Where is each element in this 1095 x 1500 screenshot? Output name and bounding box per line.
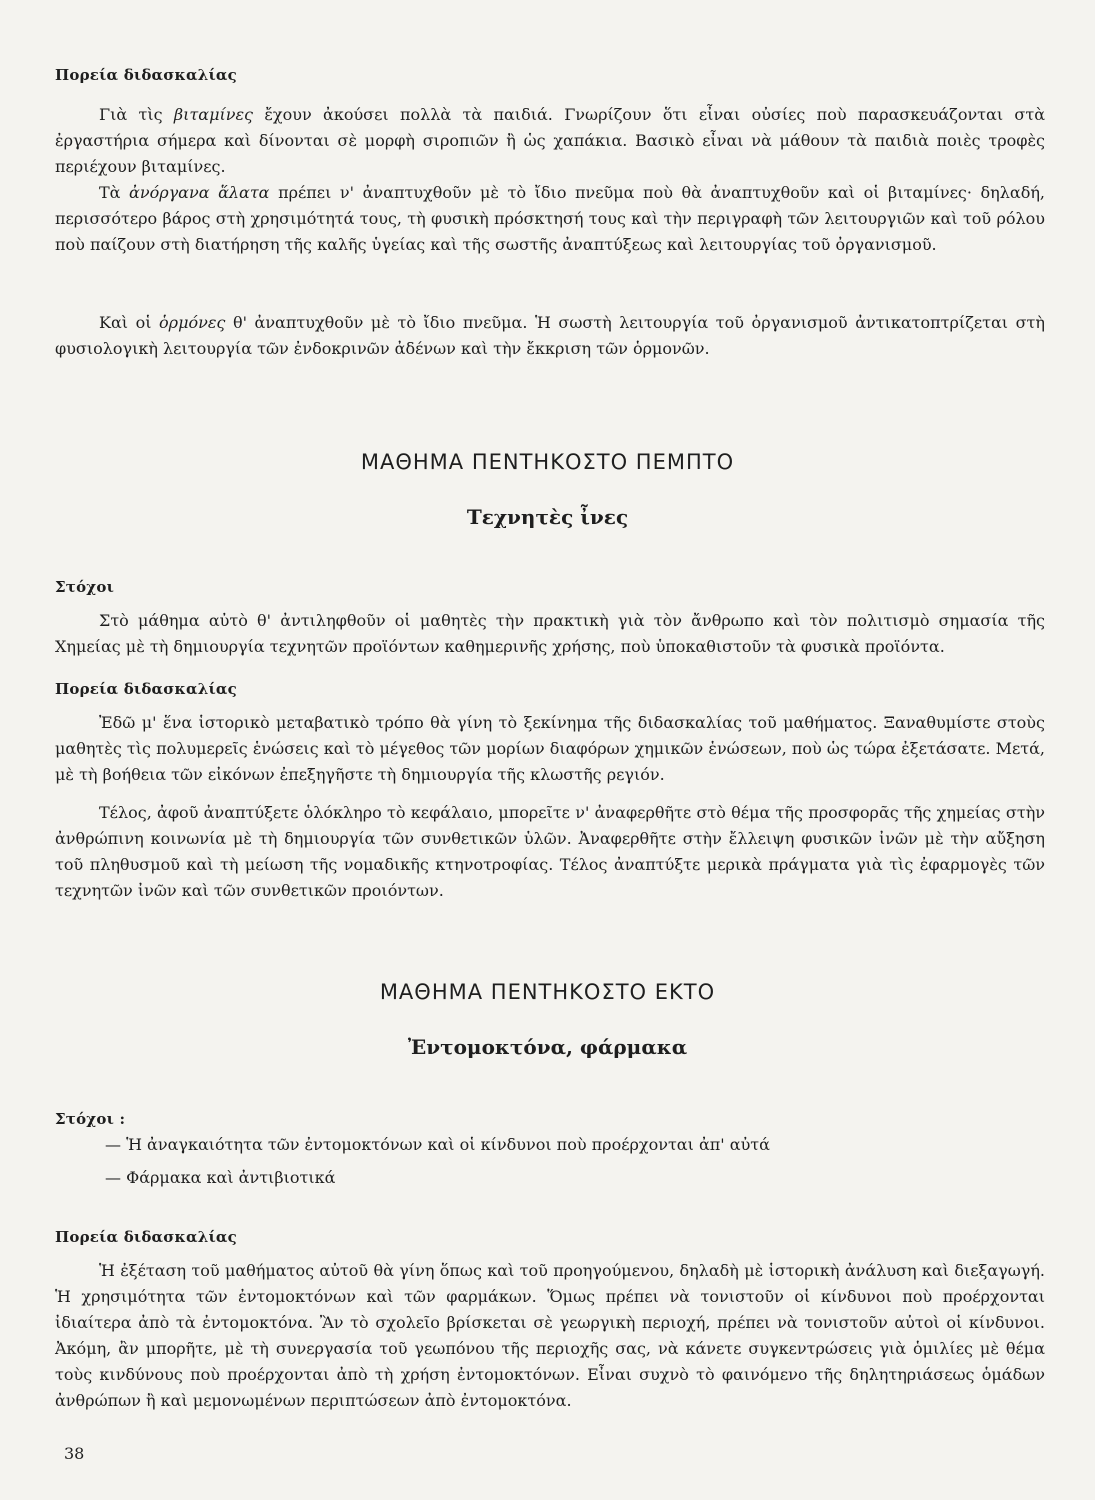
lesson-55-heading: ΜΑΘΗΜΑ ΠΕΝΤΗΚΟΣΤΟ ΠΕΜΠΤΟ	[360, 450, 735, 474]
lesson-55-title: Τεχνητὲς ἶνες	[466, 505, 629, 529]
paragraph-goals-55: Στὸ μάθημα αὐτὸ θ' ἀντιληφθοῦν οἱ μαθητὲς τὴν πρακτικὴ γιὰ τὸν ἄνθρωπο καὶ τὸν πολιτισμὸ σημασία τῆς Χημείας μὲ τὴ δημιουργία τεχνητῶν προϊόντων καθημερινῆς χρήσης, ποὺ ὑποκαθιστοῦν τὰ φυσικὰ προϊόντα.	[55, 611, 1045, 656]
paragraph-inorganic-salts	[55, 180, 1045, 258]
goal-item-2: — Φάρμακα καὶ ἀντιβιοτικά	[105, 1168, 336, 1187]
paragraph-vitamins	[55, 102, 1045, 180]
section-label-goals-1: Στόχοι	[55, 578, 115, 596]
paragraph-historical: Ἐδῶ μ' ἕνα ἱστορικὸ μεταβατικὸ τρόπο θὰ γίνη τὸ ξεκίνημα τῆς διδασκαλίας τοῦ μαθήματος. Ξαναθυμίστε στοὺς μαθητὲς τὶς πολυμερεῖς ἑνώσεις καὶ τὸ μέγεθος τῶν μορίων διαφόρων χημικῶν ἑνώσεων, ποὺ ὡς τώρα ἐξετάσατε. Μετά, μὲ τὴ βοήθεια τῶν εἰκόνων ἐπεξηγῆστε τὴ δημιουργία τῆς κλωστῆς ρεγιόν.	[55, 713, 1045, 784]
paragraph-finally: Τέλος, ἀφοῦ ἀναπτύξετε ὁλόκληρο τὸ κεφάλαιο, μπορεῖτε ν' ἀναφερθῆτε στὸ θέμα τῆς προσφορᾶς τῆς χημείας στὴν ἀνθρώπινη κοινωνία μὲ τὴ δημιουργία τῶν συνθετικῶν ὑλῶν. Ἀναφερθῆτε στὴν ἔλλειψη φυσικῶν ἰνῶν μὲ τὴν αὔξηση τοῦ πληθυσμοῦ καὶ τὴ μείωση τῆς νομαδικῆς κτηνοτροφίας. Τέλος ἀναπτύξτε μερικὰ πράγματα γιὰ τὶς ἐφαρμογὲς τῶν τεχνητῶν ἰνῶν καὶ τῶν συνθετικῶν προιόντων.	[55, 803, 1045, 900]
section-label-poreia-1: Πορεία διδασκαλίας	[55, 66, 237, 84]
section-label-goals-2: Στόχοι :	[55, 1110, 126, 1128]
paragraph-hormones	[55, 310, 1045, 362]
lesson-56-heading: ΜΑΘΗΜΑ ΠΕΝΤΗΚΟΣΤΟ ΕΚΤΟ	[379, 980, 716, 1004]
paragraph-pesticides: Ἡ ἐξέταση τοῦ μαθήματος αὐτοῦ θὰ γίνη ὅπως καὶ τοῦ προηγούμενου, δηλαδὴ μὲ ἱστορικὴ ἀνάλυση καὶ διεξαγωγή. Ἡ χρησιμότητα τῶν ἐντομοκτόνων καὶ τῶν φαρμάκων. Ὅμως πρέπει νὰ τονιστοῦν οἱ κίνδυνοι ποὺ προέρχονται ἰδιαίτερα ἀπὸ τὰ ἐντομοκτόνα. Ἂν τὸ σχολεῖο βρίσκεται σὲ γεωργικὴ περιοχή, πρέπει νὰ τονιστοῦν αὐτοὶ οἱ κίνδυνοι. Ἀκόμη, ἂν μπορῆτε, μὲ τὴ συνεργασία τοῦ γεωπόνου τῆς περιοχῆς σας, νὰ κάνετε συγκεντρώσεις γιὰ ὁμιλίες μὲ θέμα τοὺς κινδύνους ποὺ προέρχονται ἀπὸ τὴ χρήση ἐντομοκτόνων. Εἶναι συχνὸ τὸ φαινόμενο τῆς δηλητηριάσεως ὁμάδων ἀνθρώπων ἢ καὶ μεμονωμένων περιπτώσεων ἀπὸ ἐντομοκτόνα.	[55, 1261, 1045, 1410]
section-label-poreia-3: Πορεία διδασκαλίας	[55, 1228, 237, 1246]
text-run: πρέπει ν' ἀναπτυχθοῦν μὲ τὸ ἴδιο πνεῦμα ποὺ θὰ ἀναπτυχθοῦν καὶ οἱ βιταμίνες· δηλαδή, περισσότερο βάρος στὴ χρησιμότητά τους, τὴ φυσικὴ πρόσκτησή τους καὶ τὴν περιγραφὴ τῶν λειτουργιῶν καὶ τοῦ ρόλου ποὺ παίζουν στὴ διατήρηση τῆς καλῆς ὑγείας καὶ τῆς σωστῆς ἀναπτύξεως καὶ λειτουργίας τοῦ ὀργανισμοῦ.	[55, 183, 1045, 254]
lesson-56-title: Ἐντομοκτόνα, φάρμακα	[407, 1035, 688, 1059]
italic-term: ὁρμόνες	[159, 313, 226, 332]
text-run: ἔχουν ἀκούσει πολλὰ τὰ παιδιά. Γνωρίζουν ὅτι εἶναι οὐσίες ποὺ παρασκευάζονται στὰ ἐργαστήρια σήμερα καὶ δίνονται σὲ μορφὴ σιροπιῶν ἢ ὡς χαπάκια. Βασικὸ εἶναι νὰ μάθουν τὰ παιδιὰ ποιὲς τροφὲς περιέχουν βιταμίνες.	[55, 105, 1045, 176]
italic-term: βιταμίνες	[173, 105, 254, 124]
text-run: Καὶ οἱ	[99, 313, 160, 332]
page-number: 38	[64, 1444, 85, 1463]
section-label-poreia-2: Πορεία διδασκαλίας	[55, 680, 237, 698]
text-run: θ' ἀναπτυχθοῦν μὲ τὸ ἴδιο πνεῦμα. Ἡ σωστὴ λειτουργία τοῦ ὀργανισμοῦ ἀντικατοπτρίζεται στὴ φυσιολογικὴ λειτουργία τῶν ἐνδοκρινῶν ἀδένων καὶ τὴν ἔκκριση τῶν ὁρμονῶν.	[55, 313, 1045, 358]
goal-item-1: — Ἡ ἀναγκαιότητα τῶν ἐντομοκτόνων καὶ οἱ κίνδυνοι ποὺ προέρχονται ἀπ' αὐτά	[105, 1135, 770, 1154]
text-run: Τὰ	[99, 183, 130, 202]
italic-term: ἀνόργανα ἅλατα	[129, 183, 270, 202]
text-run: Γιὰ τὶς	[99, 105, 174, 124]
